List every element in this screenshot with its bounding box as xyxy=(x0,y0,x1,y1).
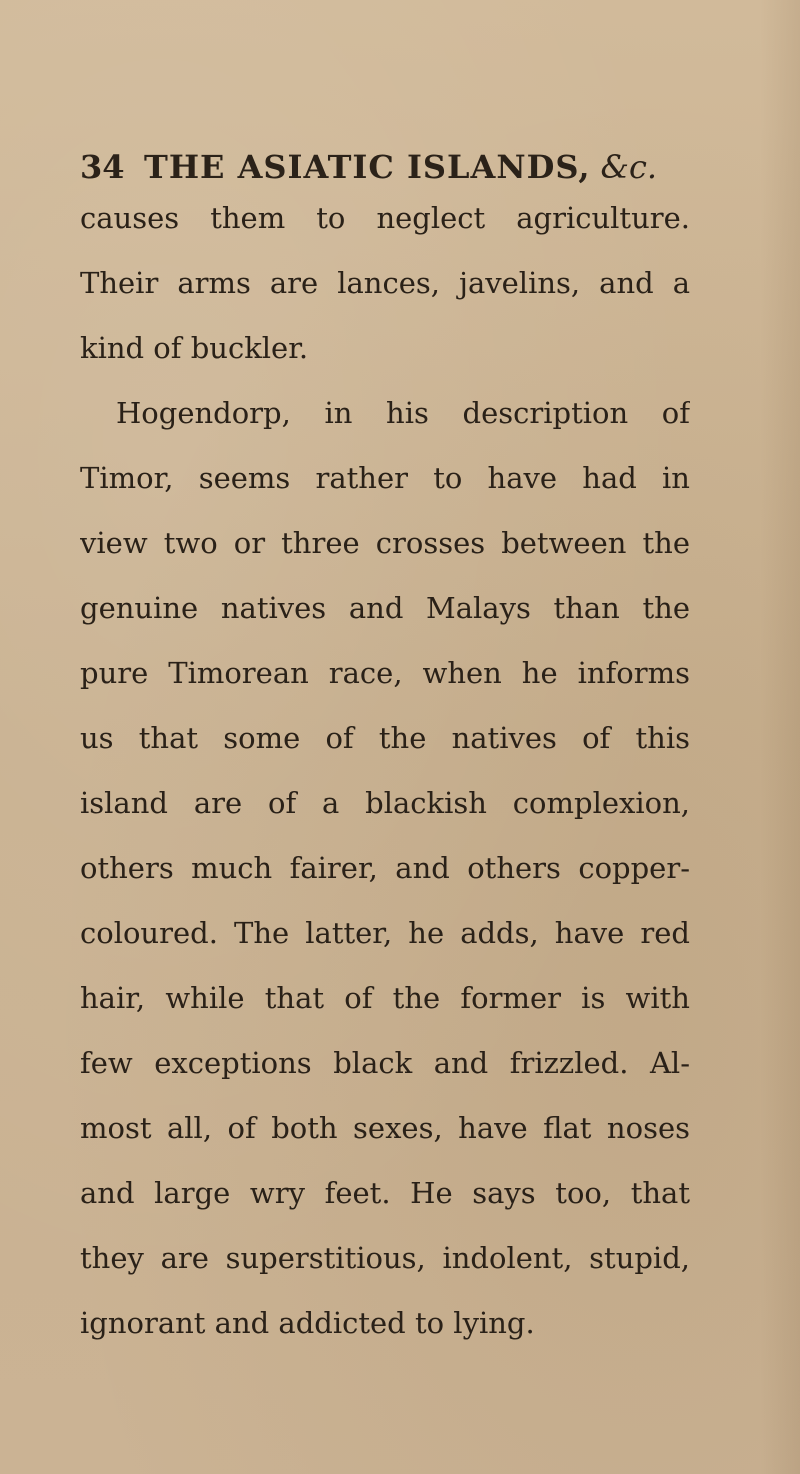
text-line: Hogendorp, in his description of xyxy=(116,396,690,430)
text-line: us that some of the natives of this xyxy=(80,721,690,755)
page-edge-shadow xyxy=(760,0,800,1474)
text-line: ignorant and addicted to lying. xyxy=(80,1306,535,1340)
text-line: view two or three crosses between the xyxy=(80,526,690,560)
text-line: few exceptions black and frizzled. Al- xyxy=(80,1046,690,1080)
text-line: and large wry feet. He says too, that xyxy=(80,1176,690,1210)
text-line: pure Timorean race, when he informs xyxy=(80,656,690,690)
text-line: they are superstitious, indolent, stupid, xyxy=(80,1241,690,1275)
running-head xyxy=(80,142,780,192)
text-line: causes them to neglect agriculture. xyxy=(80,201,690,235)
text-line: Their arms are lances, javelins, and a xyxy=(80,266,690,300)
running-head-etc: &c. xyxy=(600,148,658,186)
text-line: Timor, seems rather to have had in xyxy=(80,461,690,495)
text-line: hair, while that of the former is with xyxy=(80,981,690,1015)
text-line: coloured. The latter, he adds, have red xyxy=(80,916,690,950)
page-number: 34 xyxy=(80,148,125,186)
text-line: most all, of both sexes, have flat noses xyxy=(80,1111,690,1145)
text-line: island are of a blackish complexion, xyxy=(80,786,690,820)
running-head-title: THE ASIATIC ISLANDS, xyxy=(144,148,591,186)
text-line: others much fairer, and others copper- xyxy=(80,851,690,885)
text-line: kind of buckler. xyxy=(80,331,309,365)
text-line: genuine natives and Malays than the xyxy=(80,591,690,625)
body-text xyxy=(80,186,690,1356)
